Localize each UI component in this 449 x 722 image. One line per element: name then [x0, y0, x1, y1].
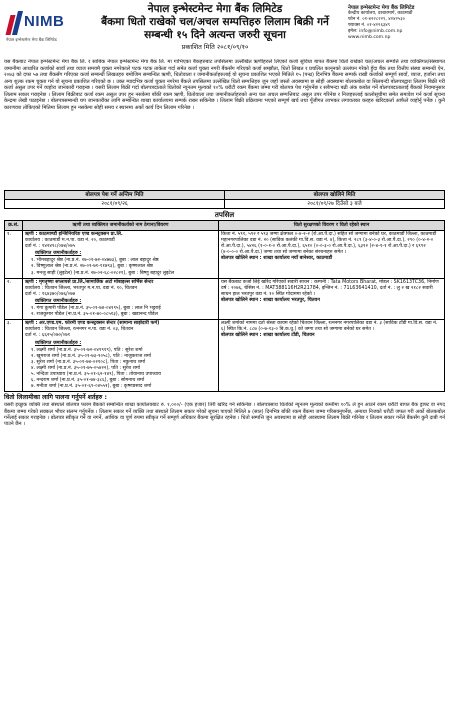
row-serial: ३.	[5, 320, 23, 392]
guarantor-item: ३. मनजु साही (लुइटेल) (ना.प्र.नं. २७-०२-६८-०२८२१), बुबा : बिष्णु बहादुर लुइटेल	[31, 270, 175, 276]
borrower-cell	[23, 278, 219, 320]
bid-opening	[224, 191, 444, 208]
guarantor-item: १. गंगा कुमारी पौडेल (ना.प्र.नं. ३५-०१-७४-०४१९५), बुबा : लाल नि भट्टराई	[31, 306, 161, 312]
notice-title	[84, 3, 346, 52]
contact-website: www.nimb.com.np	[348, 35, 391, 40]
contact-name: नेपाल इन्भेस्टमेन्ट मेगा बैंक लिमिटेड	[348, 5, 415, 11]
logo-text: NIMB	[24, 13, 65, 30]
opening-location: बोलपत्र खोलिने स्थान : शाखा कार्यालय टाँडी, चितवन	[221, 333, 315, 339]
table-row	[5, 320, 445, 392]
intro-paragraph: यस बैंकबाट नेपाल इन्भेस्टमेन्ट मेगा बैंक लि. र साबिक नेपाल इन्भेस्टमेन्ट मेगा बैंक लि. मा गाभिएका बैंकहरुबाट तपसिलमा उल्लेखित ऋणीहरुले लिएको कर्जा सुविधा बापत बैंकमा धितो राखेको चल/अचल सम्पत्ति तथा व्यक्तिगत/संस्थागत जमानीमा आधारित कर्जाको सावाँ तथा व्याज समयमै चुक्ता नगरेकाले पटक पटक ताकेता गर्दा समेत कर्जा चुक्ता नगरी बैंकसँग गरिएको कर्जा सम्झौता, धितो लिखत र प्रचलित कानूनको उल्लंघन गरेको हुँदा बैंक तथा वित्तीय संस्था सम्बन्धी ऐन, २०७३ को दफा ५७ तथा बैंकसँग गरिएका कर्जा सम्बन्धी लिखतहरु बमोजिम सम्बन्धित ऋणी, धितोवाला र जमानीकर्ताहरुलाई यो सूचना प्रकाशित भएको मितिले १५ (पन्ध्र) दिनभित्र बैंकमा सम्पर्क राखी कर्जाको सम्पूर्ण सावाँ, व्याज, हर्जाना तथा अन्य शुल्क रकम चुक्ता गर्न यो सूचना प्रकाशित गरिएको छ । उक्त म्यादभित्र कर्जा चुक्ता नगरेमा बैंकले तपसिलमा उल्लेखित धितो सम्पत्तिहरु जुन जहाँ जस्तो अवस्थामा छ सोही अवस्थामा बोलकबोल वा सिलबन्दी बोलपत्रद्वारा लिलाम बिक्री गरी कर्जा असुल उपर गर्ने व्यहोरा जानकारी गराइन्छ । यसरी लिलाम बिक्री गर्दा बोलपत्रदाताले धितोको न्यूनतम मूल्यको १०% धरौटी रकम बैंकमा जम्मा गरी बोलपत्र पेश गर्नुपर्नेछ र सबैभन्दा बढी अंक कबोल गर्ने बोलपत्रदातालाई बैंकको नियमानुसार लिलाम सकार गराइनेछ । लिलाम बिक्रीबाट कर्जा रकम असुल उपर हुन नसकेमा बाँकी रकम ऋणी, धितोवाला तथा जमानीकर्ताहरुको अन्य चल अचल सम्पत्तिबाट असुल उपर गरिनेछ र निजहरुलाई कालोसूचीमा समेत समावेश गर्न कर्जा सूचना केन्द्रमा लेखी पठाइनेछ । बोलपत्रसम्बन्धी थप जानकारीका लागि सम्बन्धित शाखा कार्यालयमा सम्पर्क राख्न सकिनेछ । लिलाम बिक्री प्रक्रियामा भएको सम्पूर्ण खर्च तथा पूँजीगत लाभकर लगायतका करहरु खरिदकर्ता आफैले व्यहोर्नु पर्नेछ । कुनै कारणवश तोकिएको मितिमा लिलाम हुन नसकेमा सोही समय र स्थानमा अर्को कार्य दिन लिलाम गरिनेछ ।	[4, 59, 445, 111]
borrower-name: ऋणी : मृगतृष्णा सप्लायर्स प्रा.लि./सामाजिक अटो मोबाइल्स सर्भिस सेन्टर	[25, 279, 154, 285]
borrower-name: ऋणी : अर.एण्ड.एम. फोरमी एण्ड कन्स्ट्रक्सन सेन्टर (सामान्य साझेदारी फर्म)	[25, 321, 160, 327]
contact-block	[348, 5, 443, 41]
title-bank-name: नेपाल इन्भेस्टमेन्ट मेगा बैंक लिमिटेड	[147, 3, 283, 15]
title-line-2: बैंकमा धितो राखेको चल/अचल सम्पत्तिहरु लिलाम बिक्री गर्ने	[101, 16, 329, 28]
borrower-line: कार्यालय : चितवन जिल्ला, रत्ननगर न.पा. वडा नं. ०३, चितवन	[25, 327, 134, 333]
guarantor-item: ६. नन्दराम शर्मा (ना.प्र.नं. ३५-०१-७४-३८६), बुबा : सोमनाथ शर्मा	[31, 378, 145, 384]
bank-logo	[6, 7, 68, 47]
guarantor-heading: व्यक्तिगत जमानीकर्ताहरु :	[35, 298, 82, 304]
bid-opening-label: बोलपत्र खोलिने मिति	[225, 191, 444, 200]
conditions-title: धितो लिलामीका लागि पालना गर्नुपर्ने शर्तहरु :	[4, 394, 108, 402]
bid-opening-value: २०८१/०९/२७ दिउँसो ३ बजे	[307, 201, 362, 207]
title-line-3: सम्बन्धी १५ दिने अत्यन्त जरुरी सूचना	[144, 29, 286, 41]
guarantor-item: १. लक्ष्मी शर्मा (ना.प्र.नं. ३५-०१-७२-०४९९१९), पति : सुरेश शर्मा	[31, 347, 143, 353]
details-heading: तपसिल	[214, 211, 235, 219]
borrower-cell	[23, 320, 219, 392]
publish-date: प्रकाशित मिति २०८१/०९/१०	[181, 43, 249, 51]
row-serial: १.	[5, 231, 23, 279]
security-cell	[219, 320, 445, 392]
guarantor-item: १. भीमबहादुर श्रेष्ठ (ना.प्र.नं. २७-०१-७२-०४७७३), बुबा : लाल बहादुर श्रेष्ठ	[31, 258, 159, 264]
security-cell	[219, 231, 445, 279]
table-header-row	[5, 221, 445, 231]
security-description: लक्ष्मी शर्माको नाममा दर्ता श्रेस्ता कायम रहेको चितवन जिल्ला, रत्ननगर नगरपालिका वडा नं. ३ (साविक टाँडी गा.वि.स. वडा नं. ६) स्थित कि.नं. ८८७ (०-७-१३-० बि.क.धु.) को जग्गा तथा सो जग्गामा बनेको घर समेत ।	[221, 321, 438, 333]
bid-deadline-value: २०८१/०९/२६	[101, 201, 128, 207]
borrower-line: कार्यालय : चितवन जिल्ला, भरतपुर म.न.पा. वडा नं. १०, चितवन	[25, 285, 138, 291]
security-description: कित्ता नं. ५९१, ५९२ र ५९३ जग्गा क्षेत्रफल ०-४-२-२ (रो.आ.पै.दा.) सहित सो जग्गामा बनेको घर, काठमाडौं जिल्ला, काठमाडौं महानगरपालिका वडा नं. २० (साविक कलंकी गा.वि.स. वडा नं. ४), कित्ता नं. २८९ (३-४-०-३ रो.आ.पै.दा.), २९० (०-४-२-० रो.आ.पै.दा.), ५४२६ (१-०-१-० रो.आ.पै.दा.), ६५१० (०-०-३-० रो.आ.पै.दा.), ६३१२ (२-४-१-१ रो.आ.पै.दा.) र ६९९२ (४-०-०-० रो.आ.पै.दा.) जग्गा तथा सो जग्गामा बनेका संरचनाहरु समेत ।	[221, 232, 437, 256]
guarantor-heading: व्यक्तिगत जमानीकर्ताहरु :	[35, 251, 82, 257]
guarantor-item: ३. सुरेश शर्मा (ना.प्र.नं. ३५-०१-७४-०२१०८), पिता : नकुनाथ शर्मा	[31, 359, 146, 365]
contact-line: फ्याक्स नं. ०१-४२२६३४९	[348, 23, 390, 28]
opening-location: बोलपत्र खोलिने स्थान : शाखा कार्यालय नयाँ बानेश्वर, काठमाडौं	[221, 256, 333, 262]
borrower-cell	[23, 231, 219, 279]
table-row	[5, 278, 445, 320]
logo-mark-icon	[6, 11, 22, 35]
row-serial: २.	[5, 278, 23, 320]
guarantor-item: ४. लक्ष्मी शर्मा (ना.प्र.नं. ३५-०१-७५-०५४२२), पति : सुरेश शर्मा	[31, 365, 141, 371]
header-borrower: ऋणी तथा व्यक्तिगत जमानीकर्ताको नाम ठेगाना/विवरण	[23, 221, 219, 231]
security-cell	[219, 278, 445, 320]
table-row	[5, 231, 445, 279]
notice-header	[4, 3, 445, 57]
borrower-line: दर्ता नं. : १४२४९८/०७४/०७५	[25, 244, 76, 250]
contact-email: इमेल: info@nimb.com.np	[348, 29, 403, 34]
borrower-name: ऋणी : काठमाण्डौ इन्जिनियरिङ एण्ड कन्स्ट्रक्सन प्रा.लि.	[25, 232, 123, 237]
bid-deadline	[5, 191, 224, 208]
bid-dates	[4, 190, 445, 209]
borrower-line: कार्यालय : काठमाडौं म.न.पा. वडा नं. २०, काठमाडौं	[25, 238, 115, 244]
bid-deadline-label: बोलपत्र पेश गर्ने अन्तिम मिति	[5, 191, 224, 200]
guarantor-item: २. राजकुमार पौडेल (ना.प्र.नं. ३५-०१-७०-०८५१३), बुबा : खडानन्द पौडेल	[31, 312, 158, 318]
contact-line: फोन नं. ०१-४२२८२२९, ४२४२५३०	[348, 17, 406, 22]
contact-line: केन्द्रीय कार्यालय, दरबारमार्ग, काठमाडौं	[348, 11, 413, 16]
guarantor-item: २. विष्णुलाल श्रेष्ठ (ना.प्र.नं. २७-०१-७१-११७९३), बुबा : कृष्णलाल श्रेष्ठ	[31, 264, 153, 270]
opening-location: बोलपत्र खोलिने स्थान : शाखा कार्यालय भरतपुर, चितवन	[221, 297, 320, 303]
header-security: धितो सुरक्षणको विवरण र धितो रहेको स्थान	[219, 221, 445, 231]
conditions-text: यसरी इच्छुक व्यक्ति तथा संस्थाले बोलपत्र फारम बैंकको सम्बन्धित शाखा कार्यालयबाट रु. १,०००/- (एक हजार) तिरी खरिद गर्न सकिनेछ । बोलपत्रसाथ धितोको न्यूनतम मूल्यको कम्तीमा १०% ले हुन आउने रकम धरौटी बापत बैंक ड्राफ्ट वा नगद बैंकमा जम्मा गरेको सक्कल भौचर संलग्न गर्नुपर्नेछ । लिलाम सकार गर्ने व्यक्ति तथा संस्थाले लिलाम सकार गरेको सूचना पाएको मितिले ७ (सात) दिनभित्र बाँकी रकम बैंकमा जम्मा गरिसक्नुपर्नेछ, अन्यथा निजको धरौटी जफत गरी अर्को बोलकबोल गर्नेलाई सकार गराइनेछ । बोलपत्र स्वीकृत गर्ने वा नगर्ने, आंशिक वा पूर्ण रुपमा स्वीकृत गर्ने सम्पूर्ण अधिकार बैंकमा सुरक्षित रहनेछ । धितो सम्पत्ति जुन अवस्थामा छ सोही अवस्थामा लिलाम बिक्री गरिनेछ र लिलाम सकार गर्नेले बैंकसँग कुनै दाबी गर्न पाउने छैन ।	[4, 402, 445, 428]
guarantor-heading: व्यक्तिगत जमानीकर्ताहरु :	[35, 340, 82, 346]
logo-subtitle: नेपाल इन्भेस्टमेन्ट मेगा बैंक लिमिटेड	[6, 37, 57, 42]
borrower-line: दर्ता नं. : ६६२५/०७०/०७१	[25, 333, 71, 339]
details-table	[4, 220, 445, 392]
borrower-line: दर्ता नं. : १६४३७०/०७६/०७७	[25, 291, 76, 297]
guarantor-item: ७. मनीता शर्मा (ना.प्र.नं. ३५-०१-६९-०४५५१), बुबा : कृष्णप्रसाद शर्मा	[31, 384, 152, 390]
security-description: यस बैंकबाट कर्जा लिई खरिद गरिएको सवारी साधन : कम्पनी : Tata Motors Bharat, मोडल : SK1613TC36, निर्माण वर्ष : २०७६, चेसिस नं. : MAT388116H2R21784, इन्जिन नं. : 71L63641410, दर्ता नं. : लु २ ख २१८२ सवारी साधन हाल भरतपुर वडा नं. १० स्थित गोदाममा रहेको ।	[221, 279, 439, 297]
guarantor-item: २. खुमराज शर्मा (ना.प्र.नं. ३५-०१-७३-१०५८), पति : नाजुकराज शर्मा	[31, 353, 152, 359]
guarantor-item: ५. नन्दिता उपाध्याय (ना.प्र.नं. ३५-०१-६२-१४९), पिता : तोयानाथ उपाध्याय	[31, 371, 161, 377]
header-serial: क्र.सं.	[5, 221, 23, 231]
